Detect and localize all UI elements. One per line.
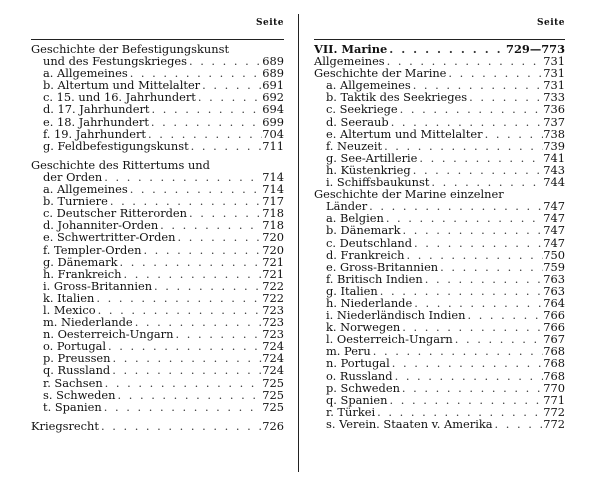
toc-entry-page: 731	[543, 78, 565, 93]
left-header	[31, 18, 284, 33]
left-top-rule	[31, 39, 284, 40]
toc-entry-title: Geschichte der Befestigungskunst	[31, 42, 230, 56]
toc-entry-page: 714	[262, 182, 284, 197]
leader-dots	[103, 377, 262, 389]
toc-entry-title: Allgemeines	[314, 54, 385, 69]
leader-dots	[493, 418, 543, 430]
toc-entry-page: 763	[543, 283, 565, 298]
toc-entry-title: d. Seeraub	[326, 114, 389, 129]
leader-dots	[387, 394, 543, 406]
toc-entry-page: 741	[543, 150, 565, 165]
toc-entry-page: 726	[262, 418, 284, 433]
toc-entry-page: 721	[262, 254, 284, 269]
toc-entry-title: h. Frankreich	[43, 266, 122, 281]
toc-entry-page: 720	[262, 230, 284, 245]
toc-entry-title: o. Portugal	[43, 339, 107, 354]
leader-dots	[387, 43, 506, 55]
toc-entry-page: 770	[543, 380, 565, 395]
toc-entry-title: g. See-Artillerie	[326, 150, 418, 165]
toc-entry-title: VII. Marine	[314, 42, 388, 56]
toc-entry-page: 723	[262, 302, 284, 317]
column-divider	[298, 14, 299, 472]
leader-dots	[110, 364, 262, 376]
toc-entry	[314, 237, 565, 249]
leader-dots	[389, 116, 543, 128]
toc-entry-page: 733	[543, 90, 565, 105]
toc-entry-title: d. Frankreich	[326, 247, 405, 262]
toc-entry-page: 764	[543, 295, 565, 310]
leader-dots	[122, 268, 263, 280]
toc-entry	[31, 377, 284, 389]
toc-entry	[31, 364, 284, 376]
toc-entry-title: m. Niederlande	[43, 315, 133, 330]
toc-entry-title: k. Italien	[43, 290, 95, 305]
toc-entry-title: c. Deutscher Ritterorden	[43, 206, 188, 221]
toc-entry-page: 691	[262, 78, 284, 93]
toc-entry-page: 747	[543, 199, 565, 214]
toc-entry-page: 747	[543, 223, 565, 238]
leader-dots	[196, 91, 262, 103]
toc-entry-page: 729—773	[506, 42, 565, 56]
toc-entry-title: a. Allgemeines	[43, 66, 128, 81]
toc-entry-title: q. Russland	[43, 363, 111, 378]
toc-entry-page: 763	[543, 271, 565, 286]
toc-entry-title: d. Johanniter-Orden	[43, 218, 159, 233]
toc-entry	[314, 261, 565, 273]
toc-entry	[314, 370, 565, 382]
leader-dots	[483, 128, 543, 140]
toc-entry-title: f. Neuzeit	[326, 138, 383, 153]
leader-dots	[438, 261, 543, 273]
leader-dots	[400, 224, 543, 236]
toc-entry-title: a. Belgien	[326, 211, 384, 226]
toc-entry-title: h. Küstenkrieg	[326, 162, 411, 177]
toc-entry-title: Länder	[326, 199, 368, 214]
toc-entry	[31, 128, 284, 140]
toc-entry	[314, 116, 565, 128]
toc-entry	[31, 140, 284, 152]
toc-entry-page: 692	[262, 90, 284, 105]
toc-entry-title: p. Preussen	[43, 351, 111, 366]
toc-entry	[31, 231, 284, 243]
toc-entry-title: c. Deutschland	[326, 235, 413, 250]
toc-entry-title: l. Mexico	[43, 302, 96, 317]
toc-entry-title: der Orden	[43, 169, 103, 184]
leader-dots	[111, 352, 263, 364]
toc-entry	[314, 418, 565, 430]
toc-entry-page: 771	[543, 392, 565, 407]
toc-entry-page: 725	[262, 387, 284, 402]
toc-entry	[314, 103, 565, 115]
toc-entry-page: 767	[543, 332, 565, 347]
toc-left-column	[31, 18, 284, 432]
toc-entry-page: 717	[262, 194, 284, 209]
toc-entry-page: 720	[262, 242, 284, 257]
toc-entry-title: k. Norwegen	[326, 320, 401, 335]
toc-entry-page: 722	[262, 278, 284, 293]
toc-entry-title: n. Oesterreich-Ungarn	[43, 327, 174, 342]
toc-entry	[314, 224, 565, 236]
toc-entry-title: r. Türkei	[326, 404, 376, 419]
toc-entry-page: 718	[262, 218, 284, 233]
toc-entry	[31, 116, 284, 128]
toc-entry-page: 711	[262, 138, 284, 153]
leader-dots	[102, 401, 262, 413]
toc-entry-page: 689	[262, 66, 284, 81]
toc-entry-title: f. Britisch Indien	[326, 271, 423, 286]
leader-dots	[446, 67, 543, 79]
toc-entry-title: d. 17. Jahrhundert	[43, 102, 150, 117]
toc-entry-title: g. Feldbefestigungskunst	[43, 138, 189, 153]
toc-entry-title: l. Oesterreich-Ungarn	[326, 332, 453, 347]
toc-entry-page: 704	[262, 126, 284, 141]
toc-entry	[31, 256, 284, 268]
leader-dots	[117, 256, 262, 268]
toc-entry	[314, 394, 565, 406]
toc-entry	[314, 357, 565, 369]
leader-dots	[393, 370, 543, 382]
toc-entry-title: s. Verein. Staaten v. Amerika	[326, 416, 493, 431]
toc-entry-page: 699	[262, 114, 284, 129]
toc-entry-page: 766	[543, 308, 565, 323]
toc-entry-title: g. Dänemark	[43, 254, 118, 269]
leader-dots	[467, 91, 543, 103]
toc-entry-title: n. Portugal	[326, 356, 390, 371]
toc-entry-title: i. Niederländisch Indien	[326, 308, 466, 323]
toc-entry-title: p. Schweden	[326, 380, 400, 395]
leader-dots	[367, 200, 543, 212]
toc-entry-title: und des Festungskrieges	[43, 54, 187, 69]
toc-entry-page: 725	[262, 399, 284, 414]
toc-entry-page: 721	[262, 266, 284, 281]
seite-label-left: Seite	[255, 18, 284, 28]
toc-entry-page: 768	[543, 344, 565, 359]
toc-entry-page: 723	[262, 327, 284, 342]
toc-entry-title: h. Niederlande	[326, 295, 413, 310]
toc-entry-title: b. Altertum und Mittelalter	[43, 78, 201, 93]
toc-entry-title: i. Gross-Britannien	[43, 278, 153, 293]
toc-entry-page: 736	[543, 102, 565, 117]
right-top-rule	[314, 39, 565, 40]
toc-entry-title: r. Sachsen	[43, 375, 103, 390]
toc-entry-title: e. Schwertritter-Orden	[43, 230, 176, 245]
toc-entry-page: 718	[262, 206, 284, 221]
toc-entry-title: b. Taktik des Seekrieges	[326, 90, 468, 105]
toc-entry-page: 766	[543, 320, 565, 335]
toc-entry-title: m. Peru	[326, 344, 371, 359]
toc-entry	[31, 268, 284, 280]
leader-dots	[128, 183, 262, 195]
toc-entry-page: 759	[543, 259, 565, 274]
toc-entry-title: a. Allgemeines	[326, 78, 411, 93]
toc-entry-page: 768	[543, 356, 565, 371]
leader-dots	[189, 140, 262, 152]
toc-entry-page: 731	[543, 54, 565, 69]
toc-entry-page: 724	[262, 351, 284, 366]
toc-entry	[31, 103, 284, 115]
toc-entry-page: 731	[543, 66, 565, 81]
leader-dots	[404, 249, 543, 261]
leader-dots	[412, 237, 543, 249]
toc-entry-page: 743	[543, 162, 565, 177]
leader-dots	[453, 333, 543, 345]
toc-entry-page: 744	[543, 175, 565, 190]
right-header	[314, 18, 565, 33]
toc-entry-page: 724	[262, 363, 284, 378]
leader-dots	[115, 389, 262, 401]
leader-dots	[423, 273, 543, 285]
toc-entry-title: q. Spanien	[326, 392, 388, 407]
toc-entry	[31, 244, 284, 256]
toc-entry-page: 747	[543, 235, 565, 250]
leader-dots	[187, 207, 262, 219]
toc-entry-page: 768	[543, 368, 565, 383]
toc-entry-title: i. Schiffsbaukunst	[326, 175, 430, 190]
toc-entry	[314, 128, 565, 140]
leader-dots	[398, 103, 543, 115]
toc-entry-page: 772	[543, 404, 565, 419]
toc-entry-page: 694	[262, 102, 284, 117]
toc-entry-page: 738	[543, 126, 565, 141]
leader-dots	[400, 382, 543, 394]
toc-entry-title: e. Gross-Britannien	[326, 259, 439, 274]
toc-entry-title: e. Altertum und Mittelalter	[326, 126, 483, 141]
toc-entry-page: 739	[543, 138, 565, 153]
leader-dots	[94, 292, 262, 304]
toc-entry-title: s. Schweden	[43, 387, 116, 402]
toc-entry-title: f. 19. Jahrhundert	[43, 126, 146, 141]
toc-entry-title: b. Turniere	[43, 194, 108, 209]
toc-entry	[314, 249, 565, 261]
toc-entry-title: Geschichte der Marine	[314, 66, 447, 81]
toc-entry-page: 714	[262, 169, 284, 184]
toc-entry-title: f. Templer-Orden	[43, 242, 142, 257]
leader-dots	[371, 345, 543, 357]
leader-dots	[146, 128, 262, 140]
leader-dots	[173, 328, 262, 340]
seite-label-right: Seite	[536, 18, 565, 28]
leader-dots	[141, 244, 262, 256]
toc-entry-title: e. 18. Jahrhundert	[43, 114, 149, 129]
toc-entry-title: t. Spanien	[43, 399, 102, 414]
toc-entry-page: 689	[262, 54, 284, 69]
leader-dots	[152, 280, 262, 292]
leader-dots	[411, 164, 543, 176]
toc-entry-title: o. Russland	[326, 368, 393, 383]
toc-entry-page: 724	[262, 339, 284, 354]
right-entries	[314, 43, 565, 430]
toc-entry	[314, 382, 565, 394]
toc-entry-title: g. Italien	[326, 283, 378, 298]
leader-dots	[200, 79, 262, 91]
toc-entry	[31, 401, 284, 413]
toc-entry-title: Geschichte der Marine einzelner	[314, 187, 504, 202]
leader-dots	[99, 420, 262, 432]
leader-dots	[465, 309, 543, 321]
toc-entry	[31, 420, 284, 432]
leader-dots	[106, 340, 262, 352]
toc-entry-page: 772	[543, 416, 565, 431]
toc-entry-page: 722	[262, 290, 284, 305]
toc-entry-page: 723	[262, 315, 284, 330]
leader-dots	[390, 357, 543, 369]
toc-entry	[31, 389, 284, 401]
toc-entry-title: Geschichte des Rittertums und	[31, 157, 210, 172]
toc-right-column	[314, 18, 565, 430]
leader-dots	[149, 103, 262, 115]
toc-entry-title: b. Dänemark	[326, 223, 401, 238]
leader-dots	[175, 231, 262, 243]
toc-entry-page: 747	[543, 211, 565, 226]
toc-entry-title: c. Seekriege	[326, 102, 398, 117]
left-entries	[31, 43, 284, 432]
leader-dots	[149, 116, 262, 128]
toc-entry-page: 725	[262, 375, 284, 390]
toc-entry-page: 737	[543, 114, 565, 129]
leader-dots	[384, 212, 543, 224]
leader-dots	[417, 152, 543, 164]
toc-entry-title: a. Allgemeines	[43, 182, 128, 197]
leader-dots	[187, 55, 262, 67]
toc-entry-title: c. 15. und 16. Jahrhundert	[43, 90, 196, 105]
toc-entry-page: 750	[543, 247, 565, 262]
toc-entry-title: Kriegsrecht	[31, 418, 99, 433]
